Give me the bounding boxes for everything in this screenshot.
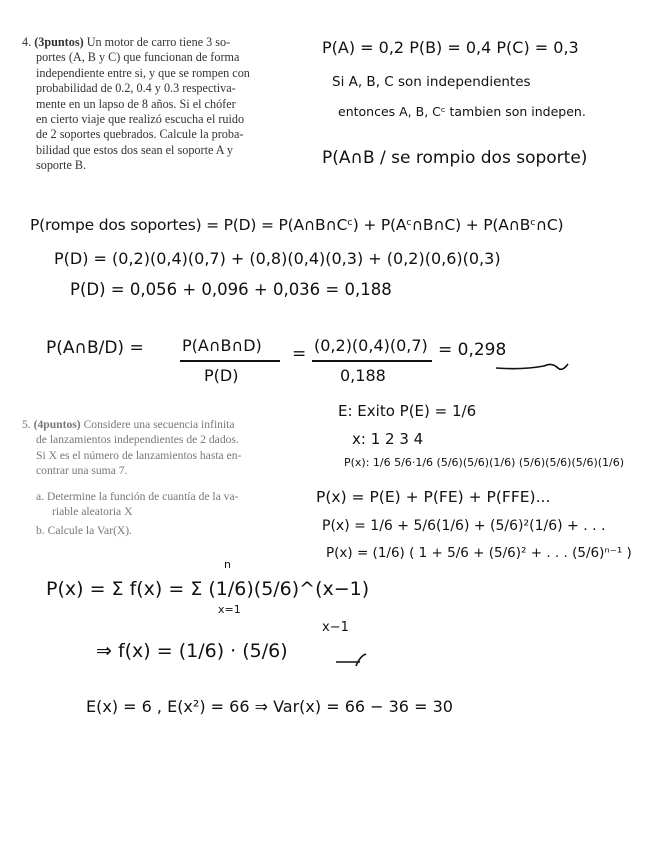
problem-4-line-5: en cierto viaje que realizó escucha el ruido xyxy=(36,112,245,127)
part-a-line-0: Determine la función de cuantía de la va- xyxy=(46,489,239,503)
part-a-line-1: riable aleatoria X xyxy=(52,505,133,519)
hw-p5-x-values: x: 1 2 3 4 xyxy=(352,430,424,448)
part-b-line-0: Calcule la Var(X). xyxy=(47,524,133,538)
problem-4-line-0: Un motor de carro tiene 3 so- xyxy=(86,35,231,49)
problem-4-line-6: de 2 soportes quebrados. Calcule la proba- xyxy=(36,127,244,142)
hw-p5-event: E: Exito P(E) = 1/6 xyxy=(338,402,477,420)
problem-5-number: 5. xyxy=(22,418,31,431)
problem-4-line-8: soporte B. xyxy=(36,158,87,173)
hw-p5-sum-top: n xyxy=(224,558,231,571)
hw-p4-equation-1: P(rompe dos soportes) = P(D) = P(A∩B∩Cᶜ) + P(Aᶜ∩B∩C) + P(A∩Bᶜ∩C) xyxy=(30,216,564,234)
hw-p5-pk-line-1: P(x) = P(E) + P(FE) + P(FFE)... xyxy=(316,488,551,506)
problem-4-line-4: mente en un lapso de 8 años. Si el chófer xyxy=(36,96,236,111)
hw-p4-conditional-result: = 0,298 xyxy=(438,340,507,360)
hw-p5-underline-mark xyxy=(334,650,374,670)
problem-4-line-1: portes (A, B y C) que funcionan de forma xyxy=(36,50,240,65)
hw-p4-conditional-numerator: P(A∩B∩D) xyxy=(182,336,262,355)
hw-p5-px-values: P(x): 1/6 5/6·1/6 (5/6)(5/6)(1/6) (5/6)(5/6)(5/6)(1/6) xyxy=(344,456,625,469)
hw-p4-conditional-lhs: P(A∩B/D) = xyxy=(46,338,144,358)
hw-p4-independence-1: Si A, B, C son independientes xyxy=(332,74,531,90)
hw-p4-independence-2: entonces A, B, Cᶜ tambien son indepen. xyxy=(338,104,586,119)
hw-p5-sum: P(x) = Σ f(x) = Σ (1/6)(5/6)^(x−1) xyxy=(46,578,370,600)
problem-4-points: (3puntos) xyxy=(34,35,84,49)
hw-p4-conditional-equals: = xyxy=(292,344,307,364)
problem-4-line-2: independiente entre si, y que se rompen con xyxy=(36,65,250,80)
hw-p4-equation-2: P(D) = (0,2)(0,4)(0,7) + (0,8)(0,4)(0,3) + (0,2)(0,6)(0,3) xyxy=(54,249,501,268)
problem-5-line-2: Si X es el número de lanzamientos hasta en- xyxy=(36,448,242,462)
hw-p4-goal: P(A∩B / se rompio dos soporte) xyxy=(322,148,588,168)
part-a-label: a. xyxy=(36,489,45,503)
hw-p4-underline-mark xyxy=(492,356,572,376)
hw-p4-probabilities: P(A) = 0,2 P(B) = 0,4 P(C) = 0,3 xyxy=(322,38,579,57)
problem-4-line-7: bilidad que estos dos sean el soporte A y xyxy=(36,142,234,157)
problem-4-text xyxy=(22,35,284,174)
problem-5-line-1: de lanzamientos independientes de 2 dados. xyxy=(36,433,239,447)
part-b-label: b. xyxy=(36,524,45,538)
problem-5-points: (4puntos) xyxy=(33,418,81,431)
problem-5-part-b xyxy=(22,523,284,538)
hw-p5-pk-line-3: P(x) = (1/6) ( 1 + 5/6 + (5/6)² + . . . (5/6)ⁿ⁻¹ ) xyxy=(326,545,632,561)
hw-p4-conditional-denominator: P(D) xyxy=(204,366,239,385)
hw-p5-final: E(x) = 6 , E(x²) = 66 ⇒ Var(x) = 66 − 36 = 30 xyxy=(86,697,453,716)
problem-4-line-3: probabilidad de 0.2, 0.4 y 0.3 respectiva- xyxy=(36,81,236,96)
problem-5-part-a xyxy=(22,489,284,504)
hw-p4-conditional-numerator-2: (0,2)(0,4)(0,7) xyxy=(314,336,428,355)
hw-p5-fx-exponent: x−1 xyxy=(322,620,349,635)
problem-5-line-0: Considere una secuencia infinita xyxy=(83,418,235,431)
problem-5-text xyxy=(22,417,284,539)
hw-p4-fraction-bar-1 xyxy=(180,360,280,362)
hw-p4-equation-3: P(D) = 0,056 + 0,096 + 0,036 = 0,188 xyxy=(70,280,392,299)
problem-5-line-3: contrar una suma 7. xyxy=(36,464,128,478)
hw-p5-pk-line-2: P(x) = 1/6 + 5/6(1/6) + (5/6)²(1/6) + . . . xyxy=(322,518,606,534)
hw-p4-conditional-denominator-2: 0,188 xyxy=(340,366,386,385)
problem-4-number: 4. xyxy=(22,35,32,49)
hw-p5-sum-bottom: x=1 xyxy=(218,603,241,616)
hw-p5-fx: ⇒ f(x) = (1/6) · (5/6) xyxy=(96,640,288,662)
hw-p4-fraction-bar-2 xyxy=(312,360,432,362)
